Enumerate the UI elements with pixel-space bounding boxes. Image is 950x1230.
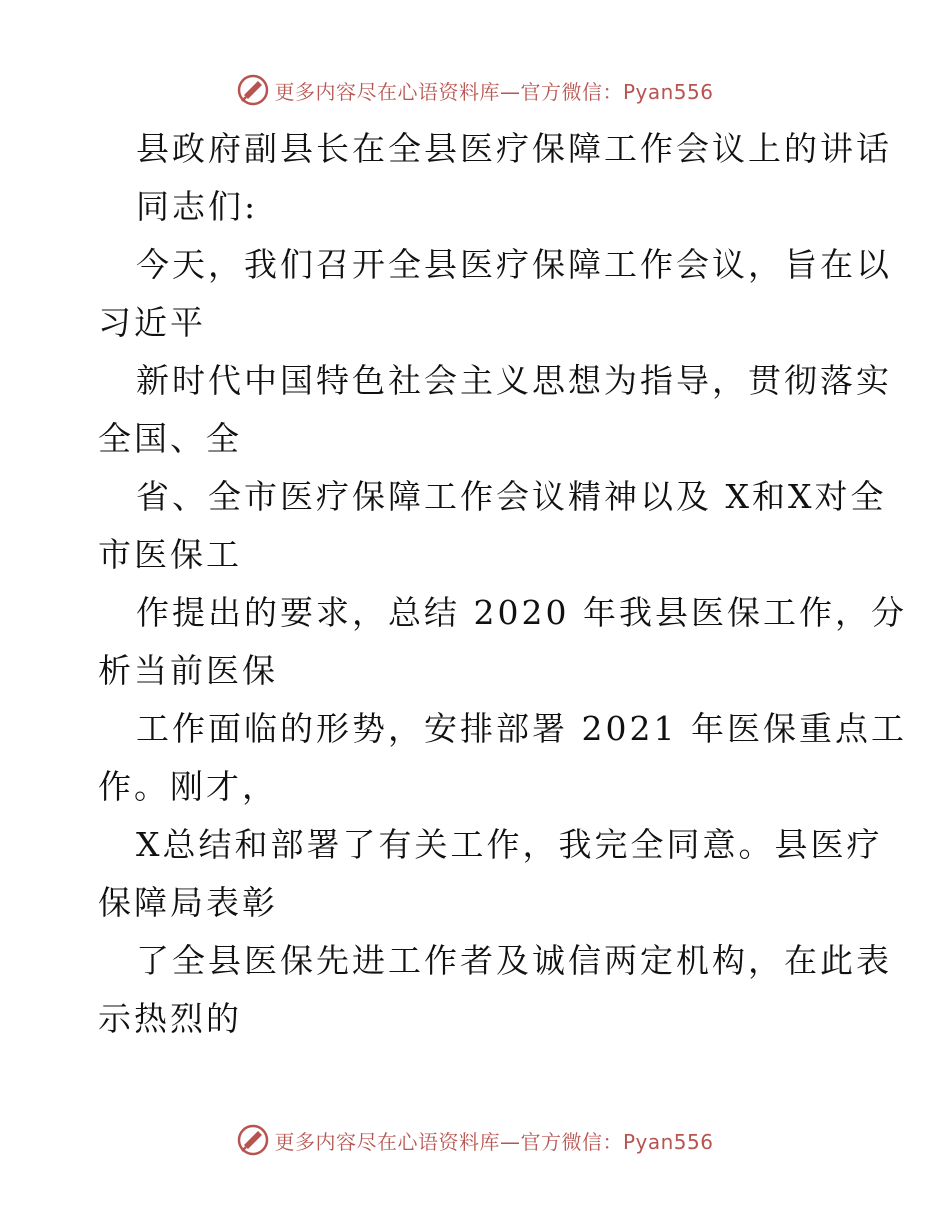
text-line: 析当前医保 — [98, 651, 278, 690]
text-line: 工作面临的形势，安排部署 2021 年医保重点工 — [136, 709, 907, 748]
header-banner — [0, 70, 950, 110]
text-line: 作提出的要求，总结 2020 年我县医保工作，分 — [136, 593, 907, 632]
text-line: 同志们: — [136, 187, 259, 226]
text-line: 作。刚才， — [98, 767, 278, 806]
text-line: 全国、全 — [98, 419, 242, 458]
text-line: 今天，我们召开全县医疗保障工作会议，旨在以 — [136, 245, 892, 284]
banner-text: 更多内容尽在心语资料库—官方微信：Pyan556 — [274, 79, 714, 104]
text-line: 示热烈的 — [98, 999, 242, 1038]
footer-banner — [0, 1120, 950, 1160]
text-line: 习近平 — [98, 303, 206, 342]
text-line: 保障局表彰 — [98, 883, 278, 922]
text-line: 省、全市医疗保障工作会议精神以及 X和X对全 — [136, 477, 887, 516]
pen-seal-logo-icon — [236, 73, 270, 107]
text-line: 了全县医保先进工作者及诚信两定机构，在此表 — [136, 941, 892, 980]
text-line: 市医保工 — [98, 535, 242, 574]
document-title: 县政府副县长在全县医疗保障工作会议上的讲话 — [136, 129, 892, 168]
pen-seal-logo-icon — [236, 1123, 270, 1157]
document-body — [98, 120, 907, 1048]
banner-text: 更多内容尽在心语资料库—官方微信：Pyan556 — [274, 1129, 714, 1154]
text-line: X总结和部署了有关工作，我完全同意。县医疗 — [136, 825, 883, 864]
text-line: 新时代中国特色社会主义思想为指导，贯彻落实 — [136, 361, 892, 400]
